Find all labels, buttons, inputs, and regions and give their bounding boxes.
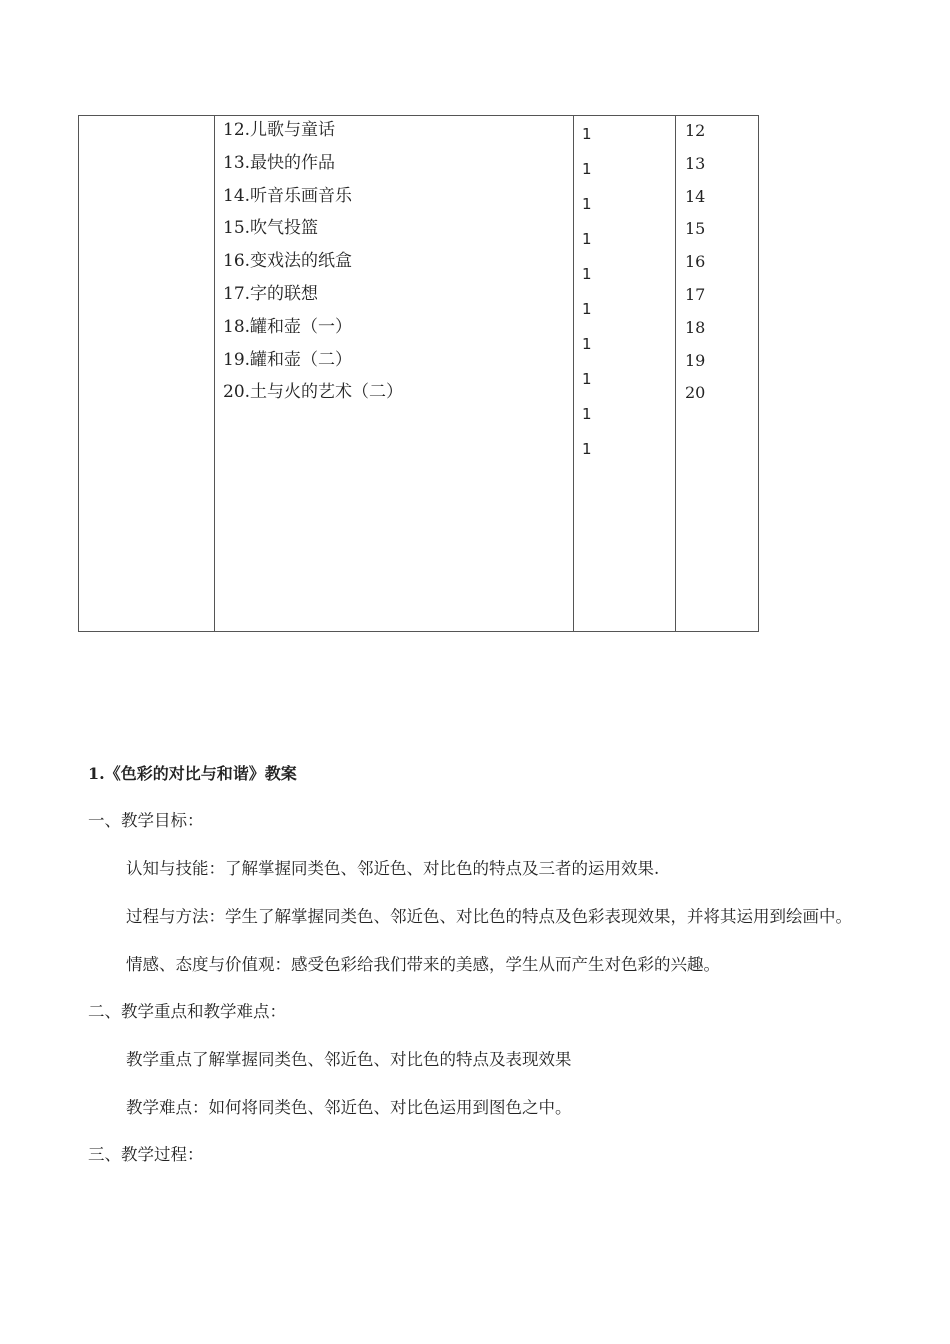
list-item: 1 <box>582 125 592 143</box>
lesson-cell <box>215 116 574 632</box>
list-item: 1 <box>582 440 592 458</box>
list-item: 19.罐和壶（二） <box>223 349 353 370</box>
list-item: 13 <box>685 153 706 173</box>
week-cell <box>676 116 759 632</box>
table-row <box>79 116 759 632</box>
hours-cell <box>574 116 676 632</box>
lesson-plan-title: 1.《色彩的对比与和谐》教案 <box>88 764 297 783</box>
list-item: 1 <box>582 160 592 178</box>
list-item: 15 <box>685 219 706 239</box>
section-heading-objectives: 一、教学目标： <box>88 811 204 830</box>
lesson-list <box>215 116 573 413</box>
list-item: 16 <box>685 252 706 272</box>
list-item: 1 <box>582 370 592 388</box>
list-item: 17.字的联想 <box>223 283 319 304</box>
section-heading-key-points: 二、教学重点和教学难点： <box>88 1002 286 1021</box>
list-item: 1 <box>582 335 592 353</box>
objective-skill: 认知与技能：了解掌握同类色、邻近色、对比色的特点及三者的运用效果. <box>126 859 660 878</box>
objective-emotion: 情感、态度与价值观：感受色彩给我们带来的美感，学生从而产生对色彩的兴趣。 <box>126 955 720 974</box>
list-item: 12.儿歌与童话 <box>223 120 336 140</box>
list-item: 14 <box>685 186 706 206</box>
list-item: 20.土与火的艺术（二） <box>223 382 404 403</box>
list-item: 14.听音乐画音乐 <box>223 185 353 206</box>
week-list <box>676 116 758 413</box>
list-item: 13.最快的作品 <box>223 152 336 173</box>
list-item: 17 <box>685 284 706 304</box>
section-heading-process: 三、教学过程： <box>88 1145 204 1164</box>
lesson-plan <box>88 762 858 1190</box>
key-point: 教学重点了解掌握同类色、邻近色、对比色的特点及表现效果 <box>126 1050 572 1069</box>
list-item: 1 <box>582 265 592 283</box>
objective-process: 过程与方法：学生了解掌握同类色、邻近色、对比色的特点及色彩表现效果，并将其运用到绘画中。 <box>126 907 852 926</box>
list-item: 18.罐和壶（一） <box>223 316 353 337</box>
list-item: 18 <box>685 317 706 337</box>
list-item: 1 <box>582 300 592 318</box>
list-item: 1 <box>582 405 592 423</box>
list-item: 20 <box>685 383 706 403</box>
difficult-point: 教学难点：如何将同类色、邻近色、对比色运用到图色之中。 <box>126 1098 572 1117</box>
list-item: 19 <box>685 350 706 370</box>
schedule-table <box>78 115 759 632</box>
list-item: 1 <box>582 195 592 213</box>
list-item: 12 <box>685 121 706 140</box>
list-item: 16.变戏法的纸盒 <box>223 251 353 272</box>
list-item: 15.吹气投篮 <box>223 218 319 239</box>
hours-list <box>574 116 675 472</box>
list-item: 1 <box>582 230 592 248</box>
unit-cell <box>79 116 215 632</box>
